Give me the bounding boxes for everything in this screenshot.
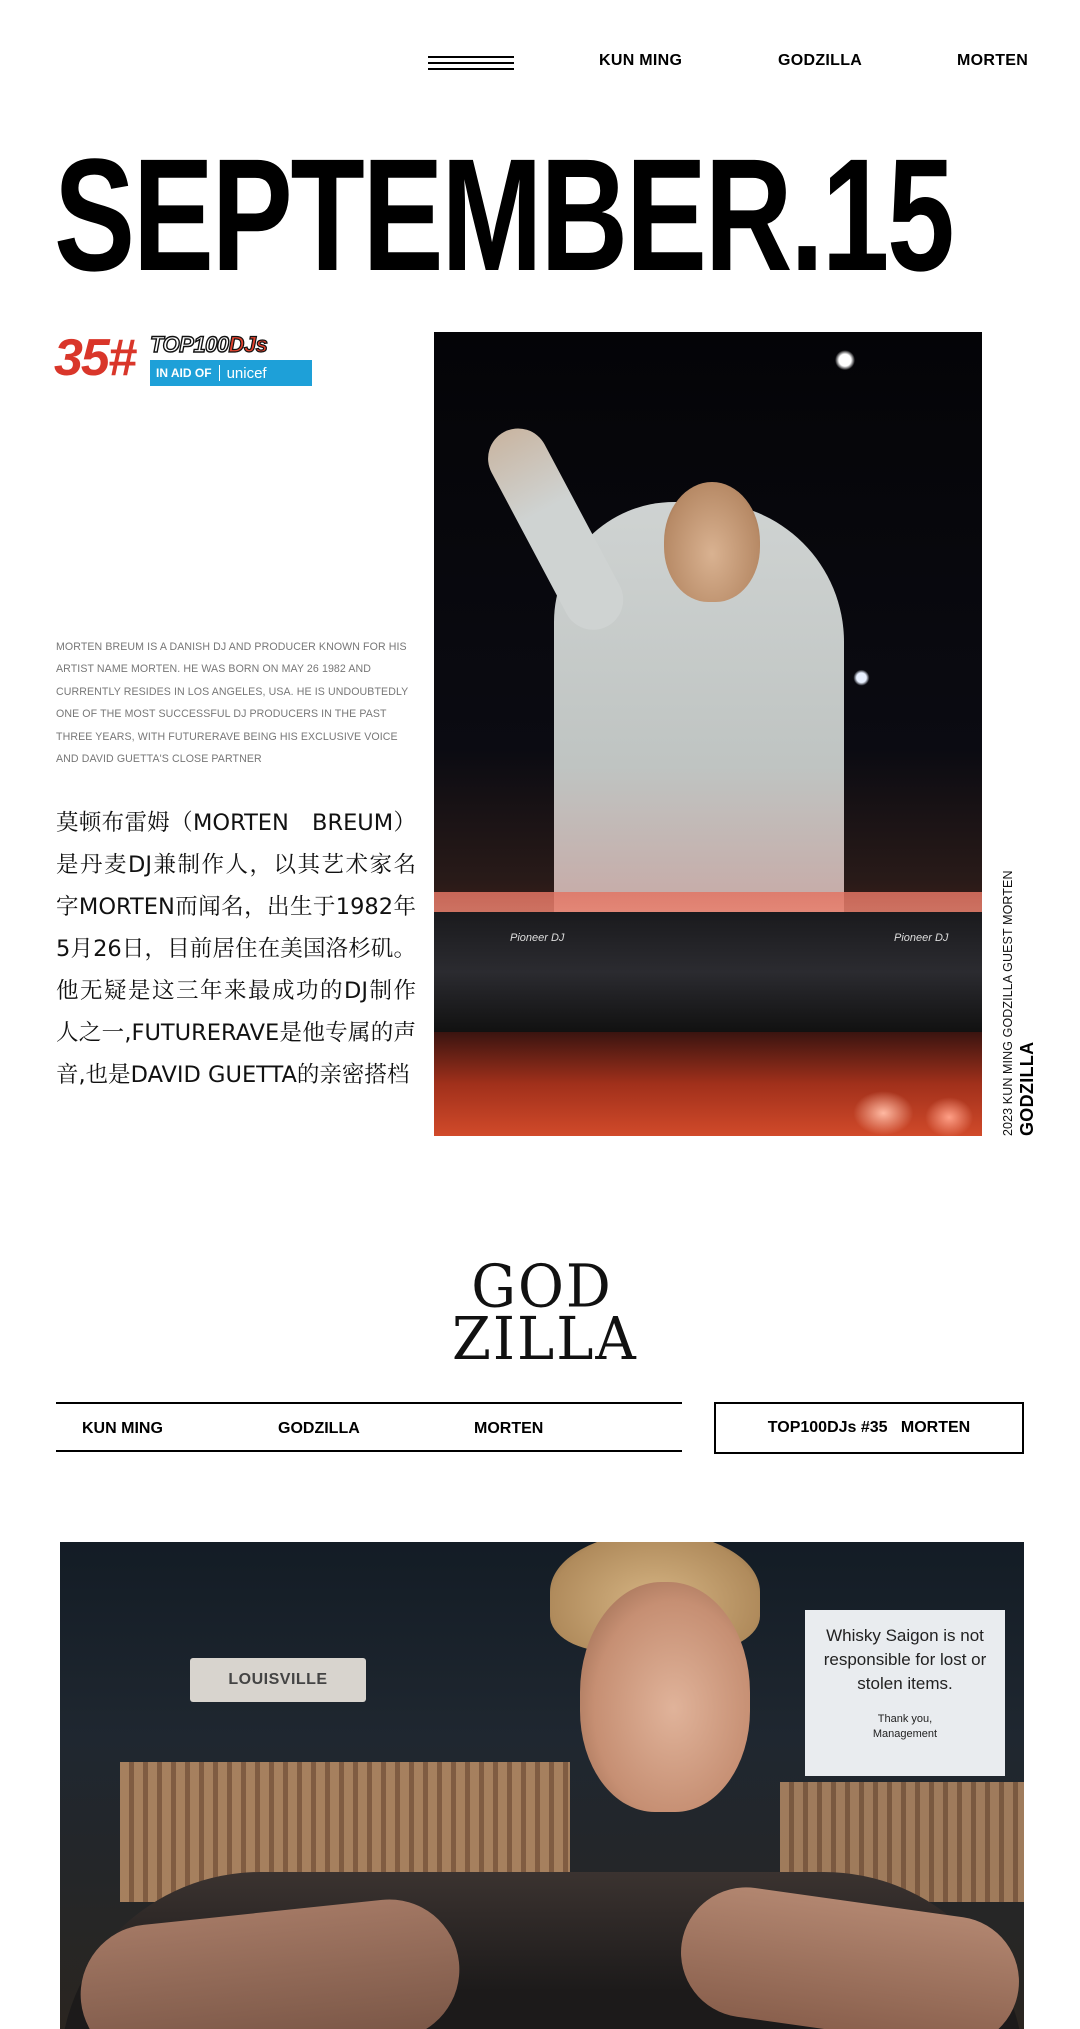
- nav-link-morten[interactable]: MORTEN: [957, 52, 1029, 69]
- notice-thanks: Thank you,: [877, 1713, 933, 1725]
- unicef-label: unicef: [226, 364, 267, 382]
- djs-text: DJs: [228, 332, 268, 357]
- notice-management: Management: [872, 1728, 938, 1740]
- deck-label-right: Pioneer DJ: [894, 932, 949, 944]
- ranking-tag-box[interactable]: TOP100DJs #35 MORTEN: [714, 1402, 1024, 1454]
- tag-kun-ming[interactable]: KUN MING: [82, 1420, 163, 1437]
- logo-line-1: GOD: [471, 1253, 613, 1322]
- caption-line-1: 2023 KUN MING GODZILLA GUEST MORTEN: [1001, 870, 1015, 1136]
- bio-english: MORTEN BREUM IS A DANISH DJ AND PRODUCER KNOWN FOR HIS ARTIST NAME MORTEN. HE WAS BORN ON MAY 26 1982 AND CURRENTLY RESIDES IN LOS ANGELES, USA. HE IS UNDOUBTEDLY ONE OF THE MOST SUCCESSFUL DJ PRODUCERS IN THE PAST THREE YEARS, WITH FUTURERAVE BEING HIS EXCLUSIVE VOICE AND DAVID GUETTA'S CLOSE PARTNER: [56, 641, 409, 766]
- caption-line-2: GODZILLA: [1017, 1041, 1037, 1136]
- unicef-banner: [150, 360, 312, 386]
- stage-lights: [434, 1032, 982, 1136]
- dj-performance-photo: [434, 332, 982, 1136]
- tag-bar: [56, 1402, 682, 1452]
- top100djs-logo: [150, 332, 267, 358]
- dj-deck: [434, 912, 982, 1032]
- menu-icon[interactable]: [428, 56, 514, 70]
- divider: [219, 365, 220, 381]
- tattooed-arm-left: [74, 1893, 467, 2029]
- performer-head: [664, 482, 760, 602]
- bio-chinese: 莫顿布雷姆（MORTEN BREUM）是丹麦DJ兼制作人，以其艺术家名字MORTEN而闻名，出生于1982年5月26日，目前居住在美国洛杉矶。他无疑是这三年来最成功的DJ制作人之一,FUTURERAVE是他专属的声音,也是DAVID GUETTA的亲密搭档: [56, 810, 416, 1088]
- tag-godzilla[interactable]: GODZILLA: [278, 1420, 360, 1437]
- person-face: [580, 1582, 750, 1812]
- aid-label: IN AID OF: [156, 366, 212, 380]
- notice-sign: [805, 1610, 1005, 1776]
- top100-text: TOP100: [150, 332, 229, 357]
- deck-label-left: Pioneer DJ: [510, 932, 565, 944]
- godzilla-logo: [452, 1253, 638, 1374]
- backstage-photo: [60, 1542, 1024, 2029]
- nav-link-kun-ming[interactable]: KUN MING: [599, 52, 683, 69]
- tag-morten[interactable]: MORTEN: [474, 1420, 544, 1437]
- notice-main: Whisky Saigon is not responsible for lost or stolen items.: [823, 1626, 987, 1693]
- headline-date: SEPTEMBER.15: [54, 125, 953, 304]
- logo-line-2: ZILLA: [452, 1305, 638, 1374]
- rank-badge: 35#: [54, 329, 135, 387]
- vertical-caption: [1000, 836, 1038, 1136]
- nav-link-godzilla[interactable]: GODZILLA: [778, 52, 863, 69]
- louisville-sign: LOUISVILLE: [190, 1658, 366, 1702]
